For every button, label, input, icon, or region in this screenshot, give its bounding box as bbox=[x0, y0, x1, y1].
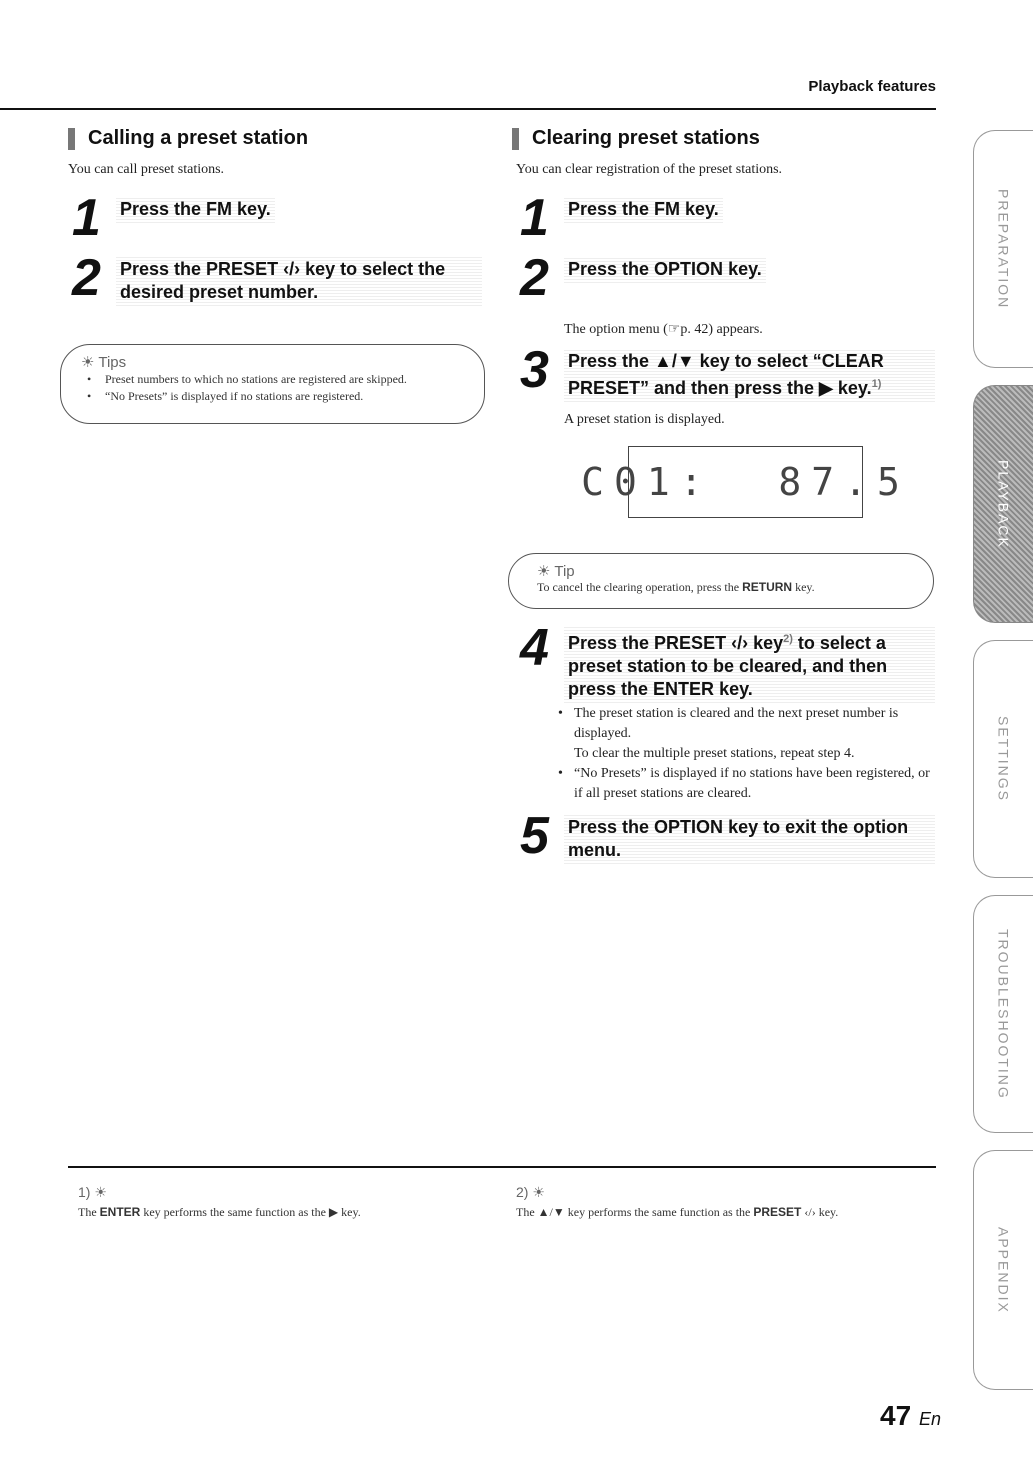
step-number: 4 bbox=[520, 619, 549, 677]
section-heading-clearing bbox=[512, 127, 760, 150]
step-1-calling bbox=[72, 189, 482, 247]
step-text: Press the OPTION key. bbox=[564, 256, 766, 283]
section-heading-calling bbox=[68, 127, 308, 150]
heading-text: Calling a preset station bbox=[88, 127, 309, 149]
footnote-rule bbox=[68, 1166, 936, 1168]
heading-bar bbox=[512, 128, 519, 150]
page-number: 47 En bbox=[880, 1400, 941, 1431]
side-tab-preparation[interactable]: PREPARATION bbox=[973, 130, 1033, 368]
step-number: 1 bbox=[72, 189, 101, 247]
heading-bar bbox=[68, 128, 75, 150]
step-3-clearing bbox=[520, 341, 935, 402]
step-1-clearing bbox=[520, 189, 935, 247]
footnote-2 bbox=[516, 1184, 838, 1220]
step-text: Press the FM key. bbox=[116, 196, 275, 223]
tip-item: • Preset numbers to which no stations are registered are skipped. bbox=[81, 371, 484, 388]
page-section-title: Playback features bbox=[808, 78, 936, 95]
step-number: 5 bbox=[520, 807, 549, 865]
side-tab-playback[interactable]: PLAYBACK bbox=[973, 385, 1033, 623]
bullet-item: • “No Presets” is displayed if no stations have been registered, or if all preset stations are cleared. bbox=[558, 764, 933, 804]
side-tab-appendix[interactable]: APPENDIX bbox=[973, 1150, 1033, 1390]
tip-box bbox=[508, 553, 934, 609]
tips-list bbox=[81, 371, 484, 405]
step-3-note: A preset station is displayed. bbox=[564, 412, 725, 427]
step-number: 2 bbox=[520, 249, 549, 307]
lightbulb-icon: ☀ bbox=[537, 563, 551, 580]
tip-title: ☀ Tip bbox=[537, 563, 575, 580]
footnote-text: The ▲/▼ key performs the same function as the PRESET ‹/› key. bbox=[516, 1205, 839, 1219]
front-panel-display bbox=[581, 446, 910, 518]
intro-calling: You can call preset stations. bbox=[68, 162, 225, 177]
step-text: Press the FM key. bbox=[564, 196, 723, 223]
tips-box bbox=[60, 344, 485, 424]
step-2-calling bbox=[72, 249, 482, 307]
step-number: 3 bbox=[520, 341, 549, 399]
lightbulb-icon: ☀ bbox=[81, 354, 95, 371]
header-rule bbox=[0, 108, 936, 110]
step-text: Press the PRESET ‹/› key$^{2)}$ to select a preset station to be cleared, and then press the ENTER key. bbox=[564, 626, 935, 703]
display-text: C01: 87.5 bbox=[581, 460, 910, 504]
step-2-clearing bbox=[520, 249, 935, 307]
step-4-clearing bbox=[520, 619, 935, 703]
footnote-number: 2) ☀ bbox=[516, 1184, 545, 1200]
heading-text: Clearing preset stations bbox=[532, 127, 760, 149]
step-text: Press the PRESET ‹/› key to select the desired preset number. bbox=[116, 256, 482, 306]
step-2-note: The option menu (☞p. 42) appears. bbox=[564, 322, 763, 337]
tip-text: To cancel the clearing operation, press the RETURN key. bbox=[537, 580, 815, 594]
footnote-1 bbox=[78, 1184, 361, 1220]
tip-item: • “No Presets” is displayed if no stations are registered. bbox=[81, 388, 484, 405]
lightbulb-icon: ☀ bbox=[532, 1184, 545, 1200]
side-tab-settings[interactable]: SETTINGS bbox=[973, 640, 1033, 878]
side-tab-troubleshooting[interactable]: TROUBLESHOOTING bbox=[973, 895, 1033, 1133]
step-number: 1 bbox=[520, 189, 549, 247]
step-5-clearing bbox=[520, 807, 935, 865]
step-4-bullets bbox=[558, 704, 933, 804]
footnote-text: The ENTER key performs the same function as the ▶ key. bbox=[78, 1205, 361, 1219]
step-text: Press the OPTION key to exit the option menu. bbox=[564, 814, 935, 864]
bullet-item: • The preset station is cleared and the next preset number is displayed. To clear the multiple preset stations, repeat step 4. bbox=[558, 704, 933, 764]
intro-clearing: You can clear registration of the preset stations. bbox=[516, 162, 783, 177]
lightbulb-icon: ☀ bbox=[94, 1184, 107, 1200]
footnote-number: 1) ☀ bbox=[78, 1184, 107, 1200]
tips-title: ☀ Tips bbox=[81, 354, 127, 371]
step-number: 2 bbox=[72, 249, 101, 307]
step-text: Press the ▲/▼ key to select “CLEAR PRESET” and then press the ▶ key.$^{1)}$ bbox=[564, 348, 935, 402]
